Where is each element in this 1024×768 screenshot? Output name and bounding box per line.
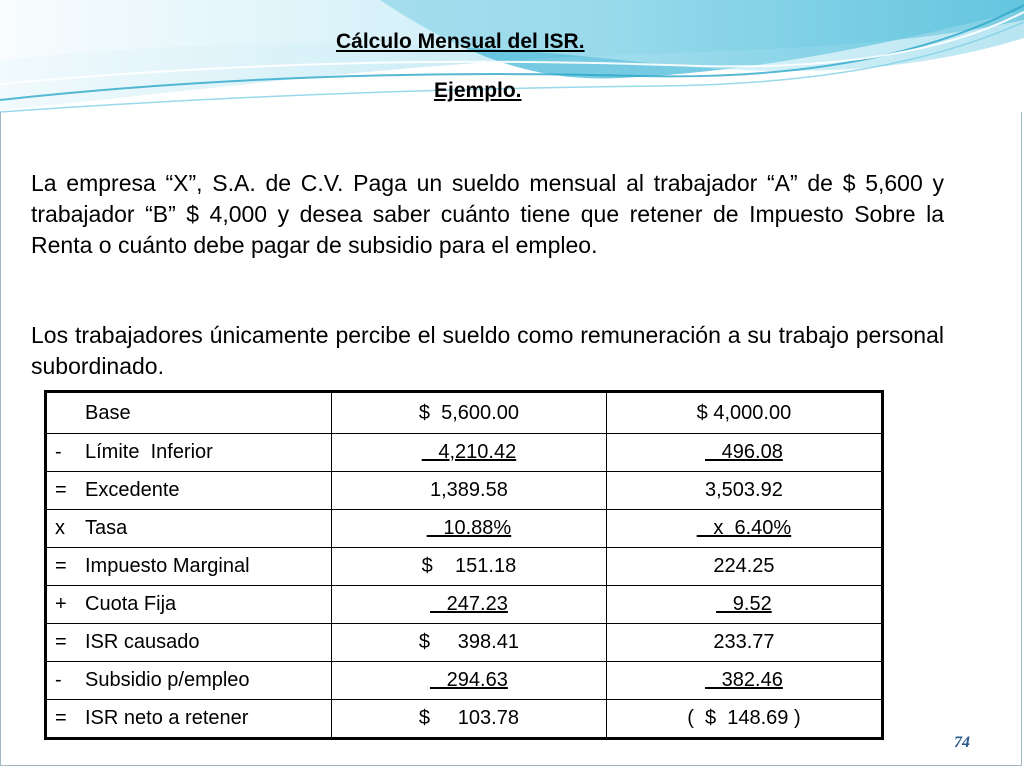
table-row [46, 624, 883, 662]
concept-label: Impuesto Marginal [85, 555, 250, 577]
worker-b-value: 224.25 [713, 555, 775, 577]
operator-symbol: = [55, 707, 67, 729]
operator-symbol: - [55, 441, 62, 463]
worker-b-value: 3,503.92 [704, 479, 783, 501]
worker-a-value: 10.88% [426, 517, 512, 539]
worker-a-value: $ 5,600.00 [418, 401, 519, 424]
slide-subtitle: Ejemplo. [434, 79, 522, 102]
isr-calculation-table [44, 390, 884, 740]
intro-paragraph: La empresa “X”, S.A. de C.V. Paga un sueldo mensual al trabajador “A” de $ 5,600 y trabajador “B” $ 4,000 y desea saber cuánto tiene que retener de Impuesto Sobre la Renta o cuánto debe pagar de subsidio para el empleo. [31, 170, 944, 258]
worker-b-value: 9.52 [716, 593, 772, 615]
concept-label: Límite Inferior [85, 441, 213, 463]
worker-a-value: $ 151.18 [421, 555, 517, 577]
worker-a-value: 294.63 [430, 669, 508, 691]
operator-symbol: - [55, 669, 62, 691]
concept-cell [46, 662, 332, 700]
concept-label: ISR causado [85, 631, 200, 653]
worker-b-value-cell [606, 624, 882, 662]
concept-label: ISR neto a retener [85, 707, 249, 729]
worker-b-value-cell [606, 662, 882, 700]
operator-symbol: = [55, 631, 67, 653]
concept-label: Excedente [85, 479, 180, 501]
table-row [46, 700, 883, 739]
table-row [46, 392, 883, 434]
concept-cell [46, 700, 332, 739]
concept-cell [46, 624, 332, 662]
worker-b-value: $ 4,000.00 [696, 401, 792, 424]
operator-symbol: = [55, 555, 67, 577]
worker-a-value-cell [332, 392, 607, 434]
operator-symbol: x [55, 517, 65, 539]
worker-b-value-cell [606, 700, 882, 739]
worker-a-value: $ 398.41 [418, 631, 519, 653]
worker-a-value-cell [332, 548, 607, 586]
worker-a-value-cell [332, 662, 607, 700]
worker-b-value-cell [606, 434, 882, 472]
worker-b-value: 496.08 [705, 441, 783, 463]
worker-b-value-cell [606, 548, 882, 586]
worker-a-value: 247.23 [430, 593, 508, 615]
concept-cell [46, 510, 332, 548]
table-row [46, 434, 883, 472]
note-paragraph: Los trabajadores únicamente percibe el sueldo como remuneración a su trabajo personal subordinado. [31, 322, 944, 379]
worker-b-value-cell [606, 392, 882, 434]
concept-label: Cuota Fija [85, 593, 177, 615]
page-number: 74 [954, 734, 970, 751]
concept-cell [46, 434, 332, 472]
slide-title: Cálculo Mensual del ISR. [336, 30, 585, 53]
worker-b-value: 382.46 [705, 669, 783, 691]
worker-a-value-cell [332, 700, 607, 739]
concept-cell [46, 586, 332, 624]
table-row [46, 472, 883, 510]
concept-cell [46, 472, 332, 510]
worker-b-value-cell [606, 586, 882, 624]
worker-b-value: ( $ 148.69 ) [687, 707, 801, 729]
operator-symbol: = [55, 479, 67, 501]
worker-a-value: 4,210.42 [421, 441, 517, 463]
worker-a-value-cell [332, 586, 607, 624]
worker-a-value-cell [332, 472, 607, 510]
worker-a-value-cell [332, 434, 607, 472]
table-row [46, 662, 883, 700]
worker-b-value: x 6.40% [696, 517, 792, 539]
worker-a-value-cell [332, 510, 607, 548]
worker-b-value-cell [606, 510, 882, 548]
table-row [46, 510, 883, 548]
concept-label: Base [85, 401, 131, 424]
worker-a-value: $ 103.78 [418, 707, 519, 729]
operator-symbol: + [55, 593, 67, 615]
concept-label: Tasa [85, 517, 128, 539]
worker-a-value: 1,389.58 [430, 479, 508, 501]
concept-cell [46, 548, 332, 586]
worker-b-value-cell [606, 472, 882, 510]
worker-b-value: 233.77 [713, 631, 775, 653]
concept-label: Subsidio p/empleo [85, 669, 250, 691]
table-row [46, 548, 883, 586]
worker-a-value-cell [332, 624, 607, 662]
table-row [46, 586, 883, 624]
concept-cell [46, 392, 332, 434]
